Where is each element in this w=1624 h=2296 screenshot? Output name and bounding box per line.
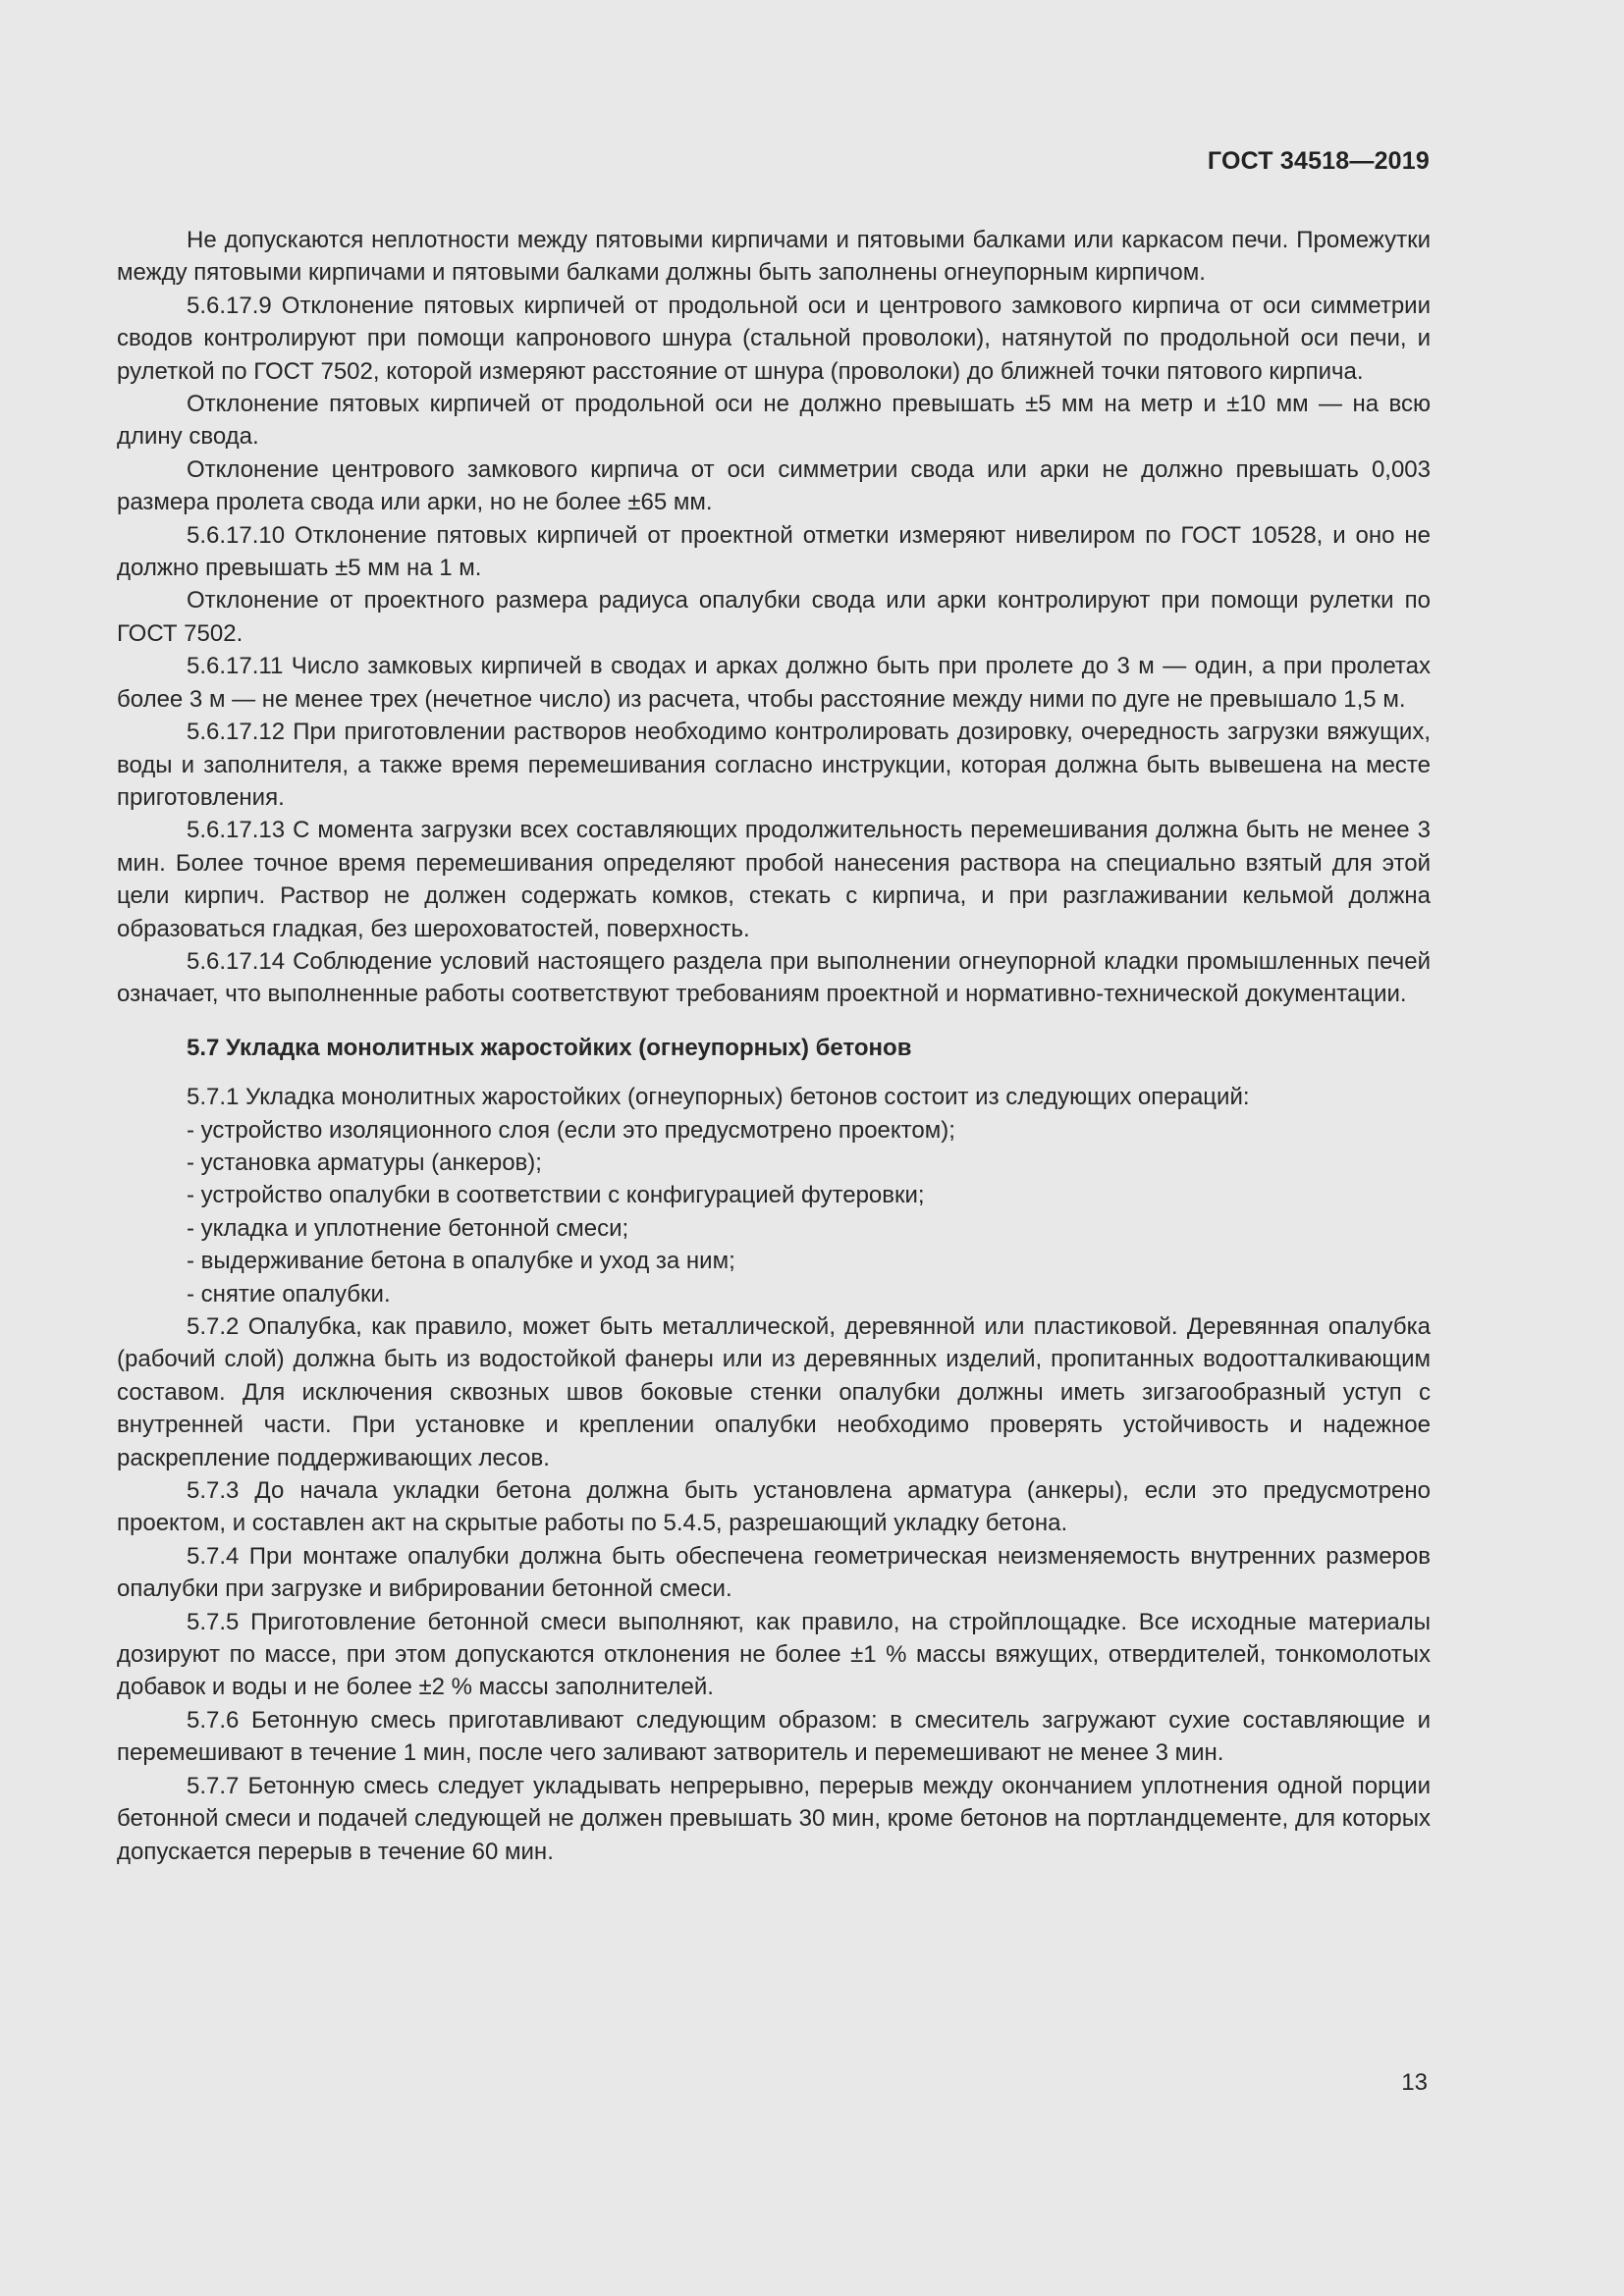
paragraph: 5.6.17.9 Отклонение пятовых кирпичей от продольной оси и центрового замкового кирпича от оси симметрии сводов контролируют при помощи капронового шнура (стальной проволоки), натянутой по продольной оси печи, и рулеткой по ГОСТ 7502, которой измеряют расстояние от шнура (проволоки) до ближней точки пятового кирпича. bbox=[117, 292, 1431, 385]
list-item: - установка арматуры (анкеров); bbox=[187, 1148, 542, 1176]
paragraph: Не допускаются неплотности между пятовыми кирпичами и пятовыми балками или каркасом печи. Промежутки между пятовыми кирпичами и пятовыми балками должны быть заполнены огнеупорным кирпичом. bbox=[117, 227, 1431, 287]
operations-list bbox=[117, 1114, 1431, 1310]
paragraph: 5.7.5 Приготовление бетонной смеси выполняют, как правило, на стройплощадке. Все исходные материалы дозируют по массе, при этом допускаются отклонения не более ±1 % массы вяжущих, отвердителей, тонкомолотых добавок и воды и не более ±2 % массы заполнителей. bbox=[117, 1608, 1431, 1701]
paragraph: 5.7.1 Укладка монолитных жаростойких (огнеупорных) бетонов состоит из следующих операций: bbox=[187, 1084, 1250, 1111]
paragraph: 5.7.3 До начала укладки бетона должна быть установлена арматура (анкеры), если это предусмотрено проектом, и составлен акт на скрытые работы по 5.4.5, разрешающий укладку бетона. bbox=[117, 1477, 1431, 1537]
paragraph: 5.6.17.10 Отклонение пятовых кирпичей от проектной отметки измеряют нивелиром по ГОСТ 10528, и оно не должно превышать ±5 мм на 1 м. bbox=[117, 521, 1431, 582]
list-item: - выдерживание бетона в опалубке и уход за ним; bbox=[187, 1248, 735, 1275]
list-item: - устройство опалубки в соответствии с конфигурацией футеровки; bbox=[187, 1182, 925, 1209]
paragraph: 5.7.4 При монтаже опалубки должна быть обеспечена геометрическая неизменяемость внутренних размеров опалубки при загрузке и вибрировании бетонной смеси. bbox=[117, 1542, 1431, 1603]
paragraph: Отклонение пятовых кирпичей от продольной оси не должно превышать ±5 мм на метр и ±10 мм — на всю длину свода. bbox=[117, 391, 1431, 451]
document-header: ГОСТ 34518—2019 bbox=[1207, 147, 1430, 175]
list-item: - снятие опалубки. bbox=[187, 1280, 391, 1308]
paragraph: 5.7.7 Бетонную смесь следует укладывать непрерывно, перерыв между окончанием уплотнения одной порции бетонной смеси и подачей следующей не должен превышать 30 мин, кроме бетонов на портландцементе, для которых допускается перерыв в течение 60 мин. bbox=[117, 1772, 1431, 1865]
paragraph: 5.6.17.13 С момента загрузки всех составляющих продолжительность перемешивания должна быть не менее 3 мин. Более точное время перемешивания определяют пробой нанесения раствора на специально взятый для этой цели кирпич. Раствор не должен содержать комков, стекать с кирпича, и при разглаживании кельмой должна образоваться гладкая, без шероховатостей, поверхность. bbox=[117, 817, 1431, 942]
section-heading: 5.7 Укладка монолитных жаростойких (огнеупорных) бетонов bbox=[187, 1034, 912, 1061]
paragraph: Отклонение от проектного размера радиуса опалубки свода или арки контролируют при помощи рулетки по ГОСТ 7502. bbox=[117, 587, 1431, 647]
paragraph: Отклонение центрового замкового кирпича от оси симметрии свода или арки не должно превышать 0,003 размера пролета свода или арки, но не более ±65 мм. bbox=[117, 455, 1431, 516]
paragraph: 5.6.17.11 Число замковых кирпичей в сводах и арках должно быть при пролете до 3 м — один, а при пролетах более 3 м — не менее трех (нечетное число) из расчета, чтобы расстояние между ними по дуге не превышало 1,5 м. bbox=[117, 653, 1431, 713]
page-number: 13 bbox=[1401, 2069, 1428, 2096]
paragraph: 5.6.17.12 При приготовлении растворов необходимо контролировать дозировку, очередность загрузки вяжущих, воды и заполнителя, а также время перемешивания согласно инструкции, которая должна быть вывешена на месте приготовления. bbox=[117, 719, 1431, 811]
list-item: - укладка и уплотнение бетонной смеси; bbox=[187, 1214, 629, 1242]
list-item: - устройство изоляционного слоя (если это предусмотрено проектом); bbox=[187, 1116, 955, 1144]
paragraph: 5.7.6 Бетонную смесь приготавливают следующим образом: в смеситель загружают сухие составляющие и перемешивают в течение 1 мин, после чего заливают затворитель и перемешивают не менее 3 мин. bbox=[117, 1706, 1431, 1767]
paragraph: 5.6.17.14 Соблюдение условий настоящего раздела при выполнении огнеупорной кладки промышленных печей означает, что выполненные работы соответствуют требованиям проектной и нормативно-технической документации. bbox=[117, 947, 1431, 1008]
document-body bbox=[117, 224, 1431, 1868]
paragraph: 5.7.2 Опалубка, как правило, может быть металлической, деревянной или пластиковой. Деревянная опалубка (рабочий слой) должна быть из водостойкой фанеры или из деревянных изделий, пропитанных водоотталкивающим составом. Для исключения сквозных швов боковые стенки опалубки должны иметь зигзагообразный уступ с внутренней части. При установке и креплении опалубки необходимо проверять устойчивость и надежное раскрепление поддерживающих лесов. bbox=[117, 1313, 1431, 1471]
